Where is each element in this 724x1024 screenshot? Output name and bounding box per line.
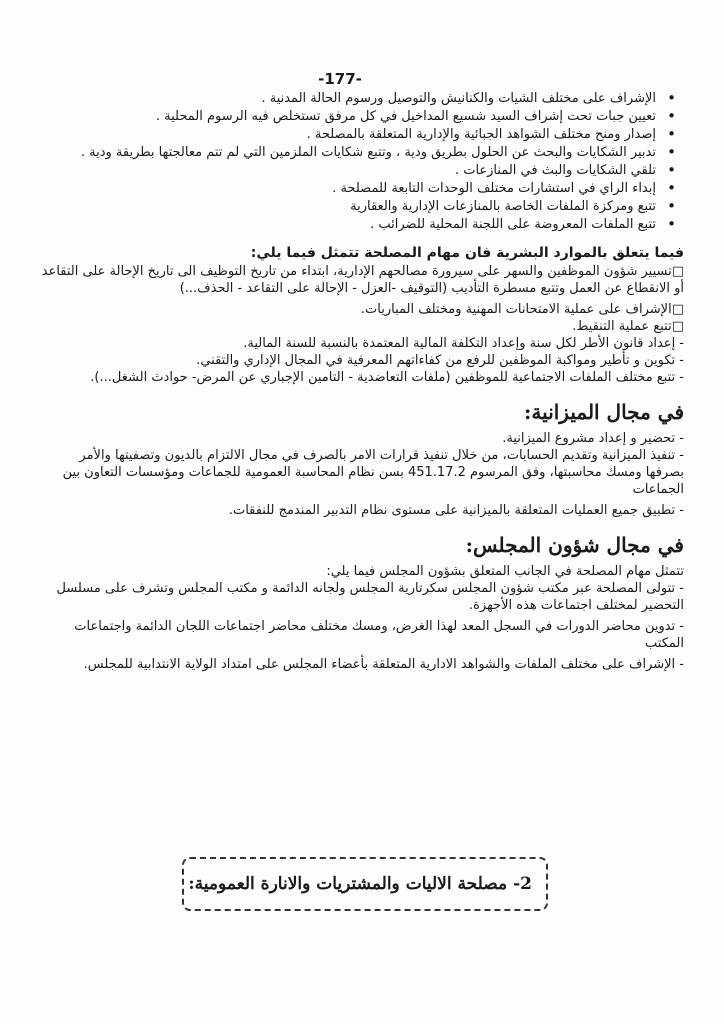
hr-intro: فيما يتعلق بالموارد البشرية فان مهام المصلحة تتمثل فيما يلي: — [250, 245, 684, 261]
council-intro: تتمثل مهام المصلحة في الجانب المتعلق بشؤون المجلس فيما يلي: — [326, 564, 684, 579]
document-body — [40, 90, 684, 673]
hr-item: - تكوين و تأطير ومواكبة الموظفين للرفع من كفاءاتهم المعرفية في المجال الإداري والتقني. — [196, 353, 684, 368]
section-title: مصلحة الاليات والمشتريات والانارة العمومية: — [188, 874, 508, 894]
section-title-box — [182, 857, 548, 911]
bullet-item: • إبداء الراي في استشارات مختلف الوحدات التابعة للمصلحة . — [40, 180, 684, 197]
section-number: 2- — [513, 874, 532, 894]
budget-heading: في مجال الميزانية: — [524, 400, 684, 424]
bullet-item: • إصدار ومنح مختلف الشواهد الجبائية والإدارية المتعلقة بالمصلحة . — [40, 126, 684, 143]
bullet-item: • الإشراف على مختلف الشيات والكنانيش والتوصيل ورسوم الحالة المدنية . — [40, 90, 684, 107]
hr-item: - إعداد قانون الأطر لكل سنة وإعداد التكلفة المالية المعتمدة بالنسبة للسنة المالية. — [243, 336, 684, 351]
bullet-item: • تلقي الشكايات والبث في المنازعات . — [40, 162, 684, 179]
budget-item: - تحضير و إعداد مشروع الميزانية. — [502, 431, 684, 446]
council-heading: في مجال شؤون المجلس: — [465, 533, 684, 557]
bullet-item: • تتبع ومركزة الملفات الخاصة بالمنازعات الإدارية والعقارية — [40, 198, 684, 215]
council-item: - تدوين محاضر الدورات في السجل المعد لهذا الغرض، ومسك مختلف محاضر اجتماعات اللجان الدائمة واجتماعات المكتب — [74, 619, 684, 651]
budget-item: - تنفيذ الميزانية وتقديم الحسابات، من خلال تنفيذ قرارات الامر بالصرف في مجال الالتزام بالديون وتصفيتها والأمر بصرفها ومسك محاسبتها، وفق المرسوم 451.17.2 بسن نظام المحاسبة العمومية للجماعات ومؤسسات التعاون بين الجماعات — [62, 448, 684, 497]
hr-item: - تتبع مختلف الملفات الاجتماعية للموظفين (ملفات التعاضدية - التامين الإجباري عن المرض- حوادث الشغل...). — [90, 370, 684, 385]
bullet-item: • تتبع الملفات المعروضة على اللجنة المحلية للضرائب . — [40, 216, 684, 233]
section-bullet-list — [40, 90, 684, 233]
hr-item: □تسيير شؤون الموظفين والسهر على سيرورة مصالحهم الإدارية، ابتداء من تاريخ التوظيف الى تاريخ الإحالة على التقاعد أو الانقطاع عن العمل وتتبع مسطرة التأديب (التوقيف -العزل - الإحالة على التقاعد - الحذف...) — [41, 264, 684, 296]
page-number: -177- — [318, 70, 362, 88]
council-item: - تتولى المصلحة عبر مكتب شؤون المجلس سكرتارية المجلس ولجانه الدائمة و مكتب المجلس وتشرف على مسلسل التحضير لمختلف اجتماعات هذه الأجهزة. — [56, 581, 684, 613]
council-item: - الإشراف على مختلف الملفات والشواهد الادارية المتعلقة بأعضاء المجلس على امتداد الولاية الانتدابية للمجلس. — [83, 657, 684, 672]
hr-item: □الإشراف على عملية الامتحانات المهنية ومختلف المباريات. — [360, 302, 684, 317]
bullet-item: • تدبير الشكايات والبحث عن الحلول بطريق ودية ، وتتبع شكايات الملزمين التي لم تتم معالجتها بطريقة ودية . — [40, 144, 684, 161]
budget-item: - تطبيق جميع العمليات المتعلقة بالميزانية على مستوى نظام التدبير المندمج للنفقات. — [228, 503, 684, 518]
bullet-item: • تعيين جبات تحت إشراف السيد شسيع المداخيل في كل مرفق تستخلص فيه الرسوم المحلية . — [40, 108, 684, 125]
hr-item: □تتبع عملية التنقيط. — [572, 319, 684, 334]
